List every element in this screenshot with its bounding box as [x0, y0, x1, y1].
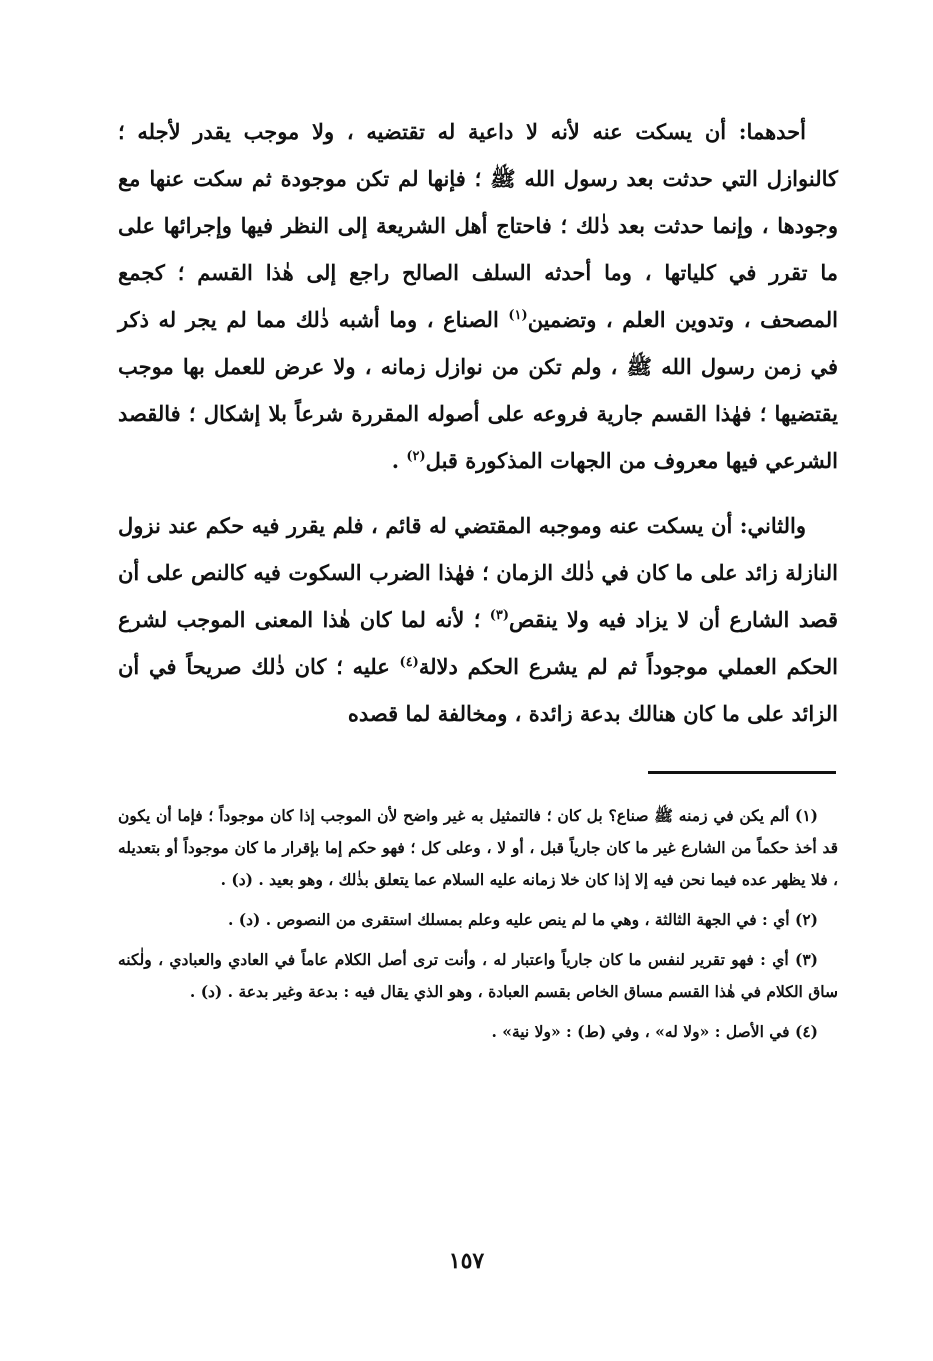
footnote-ref: (٤) [399, 655, 419, 670]
paragraph-text: الصناع ، وما أشبه ذٰلك مما لم يجر له ذكر في زمن رسول الله ﷺ ، ولم تكن من نوازل زمانه ، ولا عرض للعمل بها موجب يقتضيها ؛ فهٰذا القسم جارية فروعه على أصوله المقررة شرعاً بلا إشكال ؛ فالقصد الشرعي فيها معروف من الجهات المذكورة قبل [118, 307, 838, 473]
footnote-ref: (٢) [406, 449, 426, 464]
footnote-divider [648, 771, 836, 774]
paragraph-text: : أن يسكت عنه لأنه لا داعية له تقتضيه ، ولا موجب يقدر لأجله ؛ كالنوازل التي حدثت بعد رسول الله ﷺ ؛ فإنها لم تكن موجودة ثم سكت عنها مع وجودها ، وإنما حدثت بعد ذٰلك ؛ فاحتاج أهل الشريعة إلى النظر فيها وإجرائها على ما تقرر في كلياتها ، وما أحدثه السلف الصالح راجع إلى هٰذا القسم ؛ كجمع المصحف ، وتدوين العلم ، وتضمين [118, 119, 838, 332]
main-text [118, 108, 838, 737]
paragraph-first-type [118, 108, 838, 484]
footnote-3: (٣) أي : فهو تقرير لنفس ما كان جارياً واعتبار له ، وأنت ترى أصل الكلام عاماً في العادي والعبادي ، ولٰكنه ساق الكلام في هٰذا القسم مساق الخاص بقسم العبادة ، وهو الذي يقال فيه : بدعة وغير بدعة . (د) . [118, 950, 838, 1001]
footnote-1: (١) ألم يكن في زمنه ﷺ صناع؟ بل كان ؛ فالتمثيل به غير واضح لأن الموجب إذا كان موجوداً ؛ فإما أن يكون قد أخذ حكماً من الشارع غير ما كان جارياً قبل ، أو لا ، وعلى كل ؛ فهو حكم إما بإقرار ما كان موجوداً أو بتعديله ، فلا يظهر عده فيما نحن فيه إلا إذا كان خلا زمانه عليه السلام عما يتعلق بذٰلك ، وهو بعيد . (د) . [118, 806, 838, 889]
footnote-ref: (٣) [489, 608, 510, 623]
paragraph-text: ؛ لأنه لما كان هٰذا المعنى الموجب لشرع الحكم العملي موجوداً ثم لم يشرع الحكم دلالة [118, 607, 838, 679]
paragraph-second-type [118, 502, 838, 737]
paragraph-text: : أن يسكت عنه وموجبه المقتضي له قائم ، فلم يقرر فيه حكم عند نزول النازلة زائد على ما كان في ذٰلك الزمان ؛ فهٰذا الضرب السكوت فيه كالنص على أن قصد الشارع أن لا يزاد فيه ولا ينقص [118, 513, 838, 632]
paragraph-lead: أحدهما [746, 119, 806, 144]
page-number: ١٥٧ [448, 1248, 485, 1274]
paragraph-end: . [391, 448, 407, 473]
footnote-4: (٤) في الأصل : «ولا له» ، وفي (ط) : «ولا نية» . [491, 1022, 818, 1041]
paragraph-end: عليه ؛ كان ذٰلك صريحاً في أن الزائد على ما كان هنالك بدعة زائدة ، ومخالفة لما قصده [118, 654, 838, 726]
footnote-2: (٢) أي : في الجهة الثالثة ، وهي ما لم ينص عليه وعلم بمسلك استقرى من النصوص . (د) . [228, 910, 818, 929]
footnotes [118, 800, 838, 1048]
footnote-ref: (١) [508, 308, 528, 323]
paragraph-lead: والثاني [747, 513, 806, 538]
